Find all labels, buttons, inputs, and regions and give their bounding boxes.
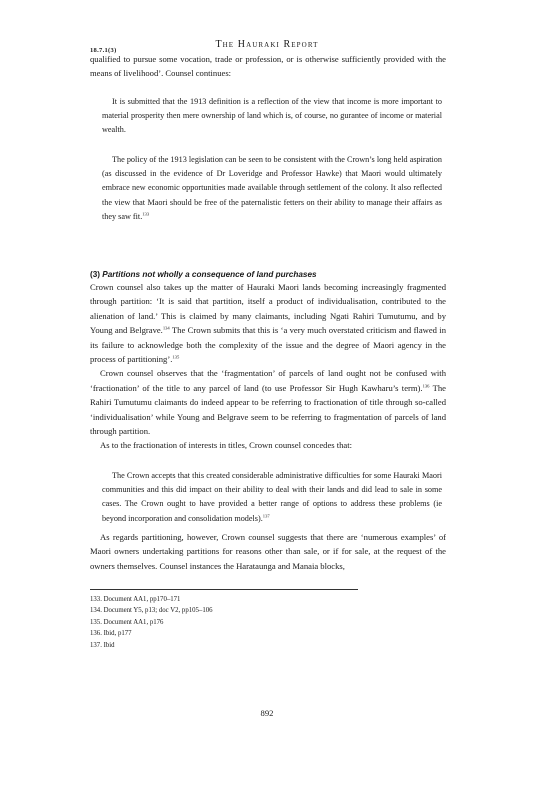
paragraph-text: The Crown submits that this is ‘a very much overstated criticism and flawed in its failure to acknowledge both the complexity of the issue and the degree of Maori agency in the process of partitioning’. <box>90 325 446 365</box>
paragraph <box>90 366 446 438</box>
paragraph: As to the fractionation of interests in titles, Crown counsel concedes that: <box>100 440 353 451</box>
paragraph-text: Crown counsel also takes up the matter of Hauraki Maori lands becoming increasingly fragmented through partition: ‘It is said that partition, itself a product of individualisation, contributed to the alienation of land.’ This is claimed by many claimants, including Ngati Rahiri Tumutumu, and by Young and Belgrave. <box>90 282 446 336</box>
page-number: 892 <box>260 708 274 718</box>
footnote-item: 135. Document AA1, p176 <box>90 618 164 626</box>
paragraph: As regards partitioning, however, Crown counsel suggests that there are ‘numerous examples’ of Maori owners undertaking partitions for reasons other than sale, or if for sale, at the request of the owners themselves. Counsel instances the Harataunga and Manaia blocks, <box>90 532 446 571</box>
quote-text: The policy of the 1913 legislation can be seen to be consistent with the Crown’s long held aspiration (as discussed in the evidence of Dr Loveridge and Professor Hawke) that Maori would ultimately embrace new economic opportunities made available through settlement of the colony. It also reflected the view that Maori should be free of the paternalistic fetters on their ability to manage their affairs as they saw fit. <box>102 155 442 221</box>
section-reference: 18.7.1(3) <box>90 47 117 54</box>
footnote-item: 134. Document Y5, p13; doc V2, pp105–106 <box>90 607 213 615</box>
running-head: The Hauraki Report <box>215 39 319 50</box>
quote-text: The Crown accepts that this created considerable administrative difficulties for some Hauraki Maori communities and this did impact on their ability to deal with their lands and did lead to sale in some cases. The Crown ought to have provided a better range of options to address these problems (ie beyond incorporation and consolidation models). <box>102 471 442 523</box>
quote-paragraph <box>102 469 442 526</box>
footnote-divider <box>90 589 358 590</box>
body-paragraphs <box>90 280 446 453</box>
paragraph-text: The Rahiri Tumutumu claimants do indeed appear to be referring to fractionation of title through so-called ‘individualisation’ while Young and Belgrave seem to be referring to fragmentation of parcels of land through partition. <box>90 382 446 437</box>
block-quote-1 <box>102 95 442 138</box>
paragraph <box>90 280 446 366</box>
paragraph-text: Crown counsel observes that the ‘fragmentation’ of parcels of land ought not be confused with ‘fractionation’ of the title to any parcel of land (to use Professor Sir Hugh Kawharu’s term). <box>90 368 446 393</box>
heading-number: (3) <box>90 270 101 279</box>
heading-title: Partitions not wholly a consequence of land purchases <box>102 270 317 279</box>
footnote-item: 136. Ibid, p177 <box>90 630 132 638</box>
paragraph-text: qualified to pursue some vocation, trade or profession, or is otherwise sufficiently provided with the means of livelihood’. Counsel continues: <box>90 54 446 79</box>
footnote-marker: 136 <box>422 383 430 389</box>
block-quote-2 <box>102 153 442 224</box>
footnote-item: 133. Document AA1, pp170–171 <box>90 596 181 603</box>
quote-paragraph <box>102 153 442 224</box>
footnote-marker: 133 <box>142 211 150 217</box>
quote-text: It is submitted that the 1913 definition is a reflection of the view that income is more important to material prosperity then mere ownership of land which is, of course, no gurantee of income or material wealth. <box>102 97 442 135</box>
block-quote-3 <box>102 469 442 526</box>
paragraph-continued <box>90 52 446 81</box>
footnotes <box>90 594 390 651</box>
footnote-marker: 137 <box>262 513 270 519</box>
footnote-marker: 134 <box>162 325 170 331</box>
footnote-marker: 135 <box>172 354 180 360</box>
section-heading <box>90 270 317 279</box>
body-paragraph-final <box>90 530 446 573</box>
footnote-item: 137. Ibid <box>90 641 115 649</box>
